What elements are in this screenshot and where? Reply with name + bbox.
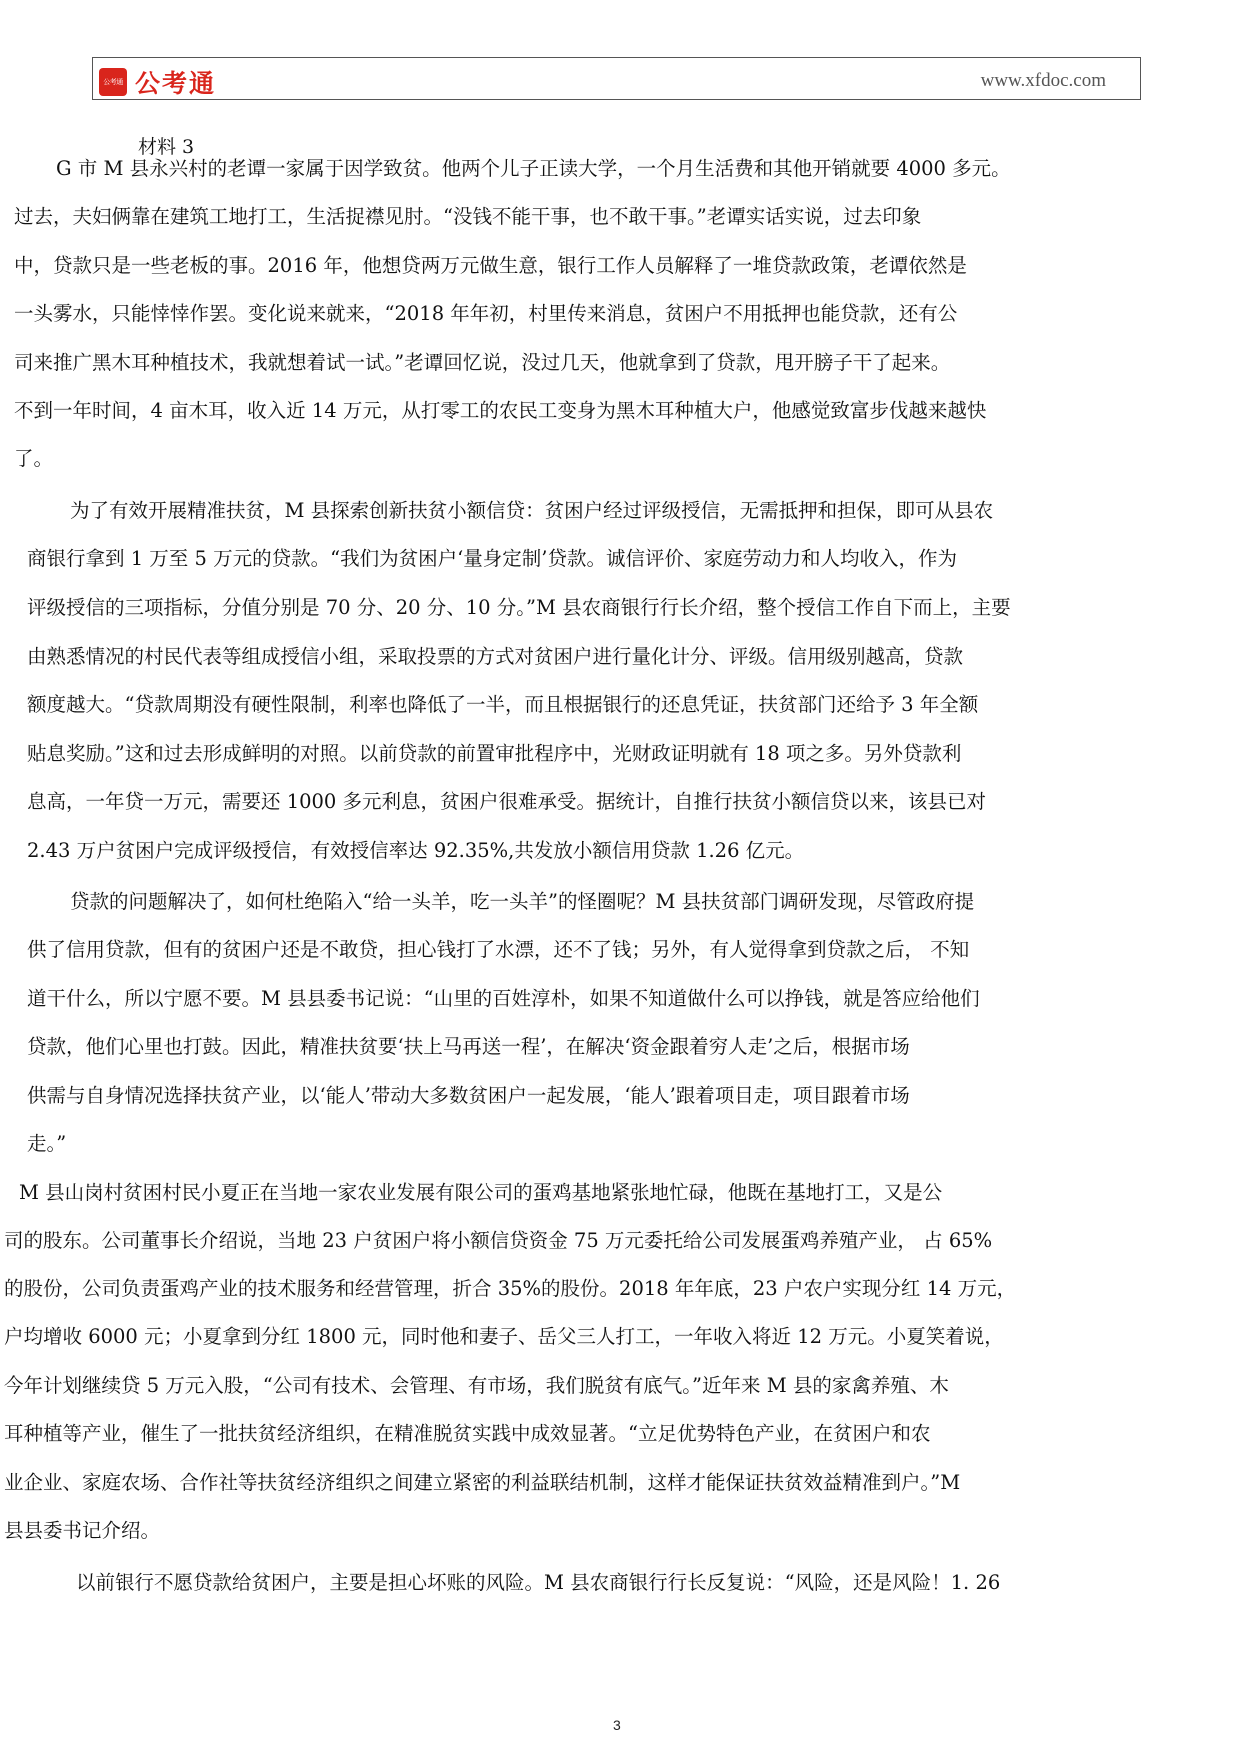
text-line: 不到一年时间，4 亩木耳，收入近 14 万元，从打零工的农民工变身为黑木耳种植大户，他感觉致富步伐越来越快 [14, 399, 987, 422]
text-line: 中，贷款只是一些老板的事。2016 年，他想贷两万元做生意，银行工作人员解释了一堆贷款政策，老谭依然是 [14, 254, 967, 277]
text-line: 一头雾水，只能悻悻作罢。变化说来就来，“2018 年年初，村里传来消息，贫困户不用抵押也能贷款，还有公 [14, 302, 958, 325]
text-line: 为了有效开展精准扶贫，M 县探索创新扶贫小额信贷：贫困户经过评级授信，无需抵押和担保，即可从县农 [70, 499, 994, 522]
text-line: 今年计划继续贷 5 万元入股，“公司有技术、会管理、有市场，我们脱贫有底气。”近年来 M 县的家禽养殖、木 [4, 1374, 949, 1397]
text-line: M 县山岗村贫困村民小夏正在当地一家农业发展有限公司的蛋鸡基地紧张地忙碌，他既在基地打工，又是公 [19, 1181, 943, 1204]
text-line: 贴息奖励。”这和过去形成鲜明的对照。以前贷款的前置审批程序中，光财政证明就有 18 项之多。另外贷款利 [27, 742, 962, 765]
text-line: 司来推广黑木耳种植技术，我就想着试一试。”老谭回忆说，没过几天，他就拿到了贷款，甩开膀子干了起来。 [14, 351, 951, 374]
text-line: G 市 M 县永兴村的老谭一家属于因学致贫。他两个儿子正读大学，一个月生活费和其他开销就要 4000 多元。 [56, 157, 1011, 180]
text-line: 县县委书记介绍。 [4, 1519, 161, 1542]
text-line: 供需与自身情况选择扶贫产业，以‘能人’带动大多数贫困户一起发展，‘能人’跟着项目走，项目跟着市场 [27, 1084, 910, 1107]
text-line: 以前银行不愿贷款给贫困户，主要是担心坏账的风险。M 县农商银行行长反复说：“风险，还是风险！1. 26 [76, 1571, 1001, 1594]
text-line: 走。” [27, 1132, 67, 1155]
site-url[interactable]: www.xfdoc.com [980, 70, 1106, 91]
text-line: 道干什么，所以宁愿不要。M 县县委书记说：“山里的百姓淳朴，如果不知道做什么可以挣钱，就是答应给他们 [27, 987, 980, 1010]
brand-logo [99, 64, 216, 100]
text-line: 息高，一年贷一万元，需要还 1000 多元利息，贫困户很难承受。据统计，自推行扶贫小额信贷以来，该县已对 [27, 790, 987, 813]
text-line: 过去，夫妇俩靠在建筑工地打工，生活捉襟见肘。“没钱不能干事，也不敢干事。”老谭实话实说，过去印象 [14, 205, 922, 228]
section-title: 材料 3 [138, 136, 195, 158]
text-line: 商银行拿到 1 万至 5 万元的贷款。“我们为贫困户‘量身定制’贷款。诚信评价、家庭劳动力和人均收入，作为 [27, 547, 957, 570]
text-line: 户均增收 6000 元；小夏拿到分红 1800 元，同时他和妻子、岳父三人打工，一年收入将近 12 万元。小夏笑着说， [4, 1325, 1004, 1348]
text-line: 由熟悉情况的村民代表等组成授信小组，采取投票的方式对贫困户进行量化计分、评级。信用级别越高，贷款 [27, 645, 964, 668]
text-line: 2.43 万户贫困户完成评级授信，有效授信率达 92.35%,共发放小额信用贷款 1.26 亿元。 [27, 839, 805, 862]
text-line: 司的股东。公司董事长介绍说，当地 23 户贫困户将小额信贷资金 75 万元委托给公司发展蛋鸡养殖产业， 占 65% [4, 1229, 993, 1252]
logo-text: 公考通 [135, 69, 217, 98]
page-header [92, 57, 1141, 100]
text-line: 贷款的问题解决了，如何杜绝陷入“给一头羊，吃一头羊”的怪圈呢？M 县扶贫部门调研发现，尽管政府提 [70, 890, 975, 913]
text-line: 额度越大。“贷款周期没有硬性限制，利率也降低了一半，而且根据银行的还息凭证，扶贫部门还给予 3 年全额 [27, 693, 979, 716]
page-number: 3 [613, 1717, 621, 1733]
text-line: 了。 [14, 447, 54, 470]
text-line: 业企业、家庭农场、合作社等扶贫经济组织之间建立紧密的利益联结机制，这样才能保证扶贫效益精准到户。”M [4, 1471, 961, 1494]
text-line: 供了信用贷款，但有的贫困户还是不敢贷，担心钱打了水漂，还不了钱；另外，有人觉得拿到贷款之后， 不知 [27, 938, 970, 961]
logo-badge-icon: 公考通 [99, 68, 127, 96]
text-line: 评级授信的三项指标，分值分别是 70 分、20 分、10 分。”M 县农商银行行长介绍，整个授信工作自下而上，主要 [27, 596, 1011, 619]
text-line: 的股份，公司负责蛋鸡产业的技术服务和经营管理，折合 35%的股份。2018 年年底，23 户农户实现分红 14 万元， [4, 1277, 1017, 1300]
text-line: 耳种植等产业，催生了一批扶贫经济组织，在精准脱贫实践中成效显著。“立足优势特色产业，在贫困户和农 [4, 1422, 931, 1445]
text-line: 贷款，他们心里也打鼓。因此，精准扶贫要‘扶上马再送一程’，在解决‘资金跟着穷人走’之后，根据市场 [27, 1035, 910, 1058]
